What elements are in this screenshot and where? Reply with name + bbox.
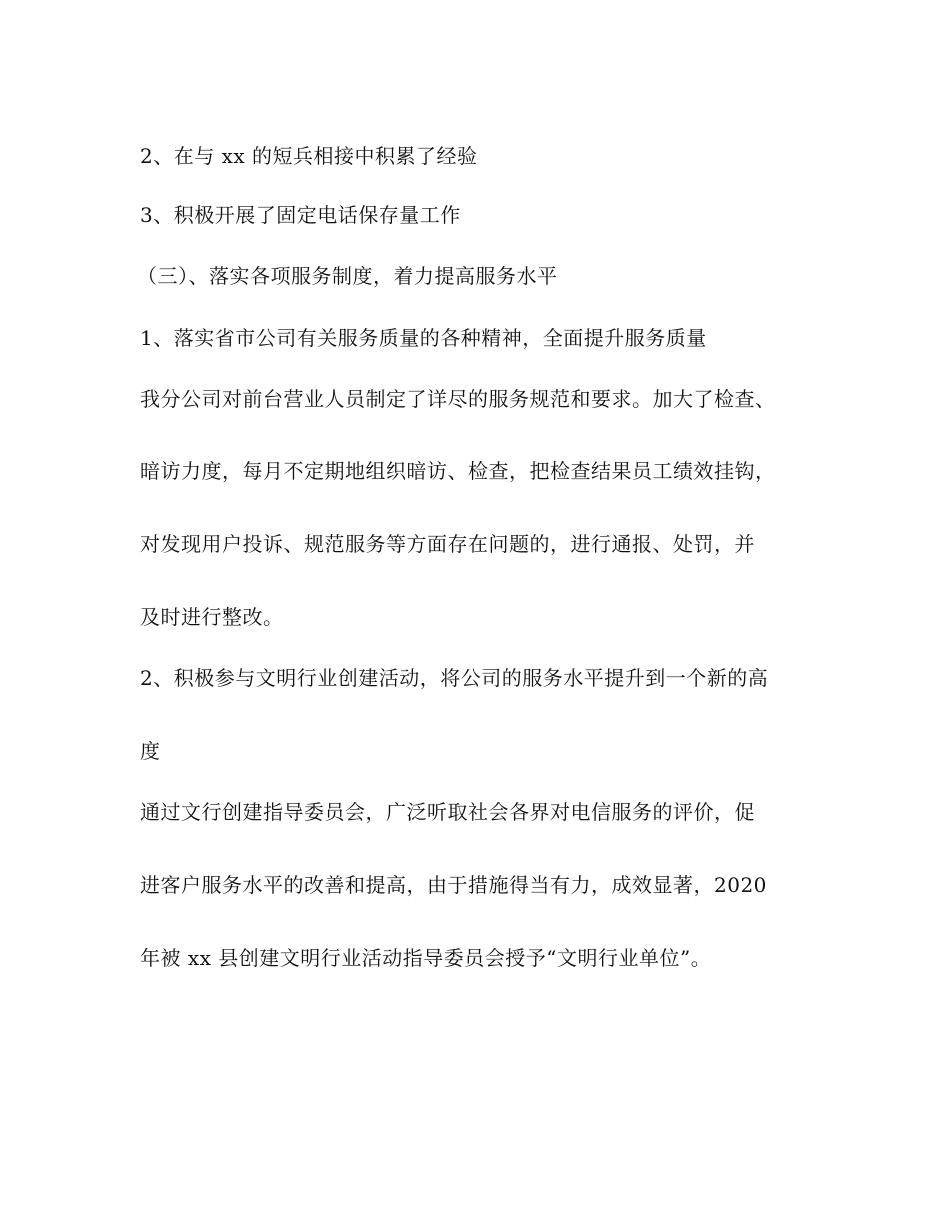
list-item-2: 2、在与 xx 的短兵相接中积累了经验 (140, 144, 478, 168)
paragraph-line: 进客户服务水平的改善和提高，由于措施得当有力，成效显著，2020 (140, 873, 767, 897)
subheading-2-continued: 度 (140, 739, 161, 763)
list-item-3: 3、积极开展了固定电话保存量工作 (140, 203, 461, 227)
paragraph-line: 我分公司对前台营业人员制定了详尽的服务规范和要求。加大了检查、 (140, 387, 776, 411)
paragraph-line: 对发现用户投诉、规范服务等方面存在问题的，进行通报、处罚，并 (140, 532, 755, 556)
paragraph-line: 年被 xx 县创建文明行业活动指导委员会授予“文明行业单位”。 (140, 946, 712, 970)
paragraph-line: 通过文行创建指导委员会，广泛听取社会各界对电信服务的评价，促 (140, 800, 755, 824)
paragraph-line: 暗访力度，每月不定期地组织暗访、检查，把检查结果员工绩效挂钩， (140, 459, 776, 483)
paragraph-line: 及时进行整改。 (140, 605, 284, 629)
section-heading: （三）、落实各项服务制度，着力提高服务水平 (137, 264, 558, 288)
subheading-1: 1、落实省市公司有关服务质量的各种精神，全面提升服务质量 (140, 326, 707, 350)
subheading-2: 2、积极参与文明行业创建活动，将公司的服务水平提升到一个新的高 (140, 666, 769, 690)
